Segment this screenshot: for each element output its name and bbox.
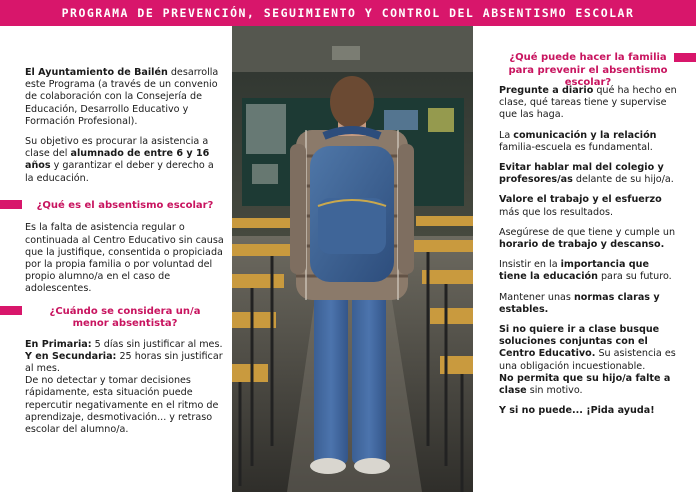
closing-line: Y si no puede... ¡Pida ayuda! bbox=[499, 405, 655, 417]
tip-item: Mantener unas normas claras y estables. bbox=[499, 291, 660, 315]
tip-item: Evitar hablar mal del colegio y profesores/as delante de su hijo/a. bbox=[499, 162, 674, 186]
tip-item: Pregunte a diario qué ha hecho en clase, qué tareas tiene y supervise que las haga. bbox=[499, 85, 677, 121]
family-heading: ¿Qué puede hacer la familia para prevenir el absentismo escolar? bbox=[508, 52, 668, 88]
objective-paragraph: Su objetivo es procurar la asistencia a clase del alumnado de entre 6 y 16 años y garantizar el deber y derecho a la educación. bbox=[25, 136, 214, 184]
tip-item: Insistir en la importancia que tiene la educación para su futuro. bbox=[499, 259, 672, 283]
banner-title: PROGRAMA DE PREVENCIÓN, SEGUIMIENTO Y CONTROL DEL ABSENTISMO ESCOLAR bbox=[0, 0, 696, 26]
accent-bar-family bbox=[674, 53, 696, 62]
classroom-photo bbox=[232, 26, 473, 492]
tip-item: Asegúrese de que tiene y cumple un horario de trabajo y descanso. bbox=[499, 226, 676, 251]
when-block: En Primaria: 5 días sin justificar al mes. Y en Secundaria: 25 horas sin justificar al mes. De no detectar y tomar decisiones rápidamente, esta situación puede repercutir negativamente en el ritmo de aprendizaje, desmotivación... y retraso escolar del alumno/a. bbox=[25, 338, 223, 435]
accent-bar-when bbox=[0, 306, 22, 315]
what-paragraph: Es la falta de asistencia regular o continuada al Centro Educativo sin causa que la justifique, consentida o propiciada por la propia familia o por voluntad del propio alumno/a en el caso de adolescentes. bbox=[25, 222, 224, 295]
when-heading: ¿Cuándo se considera un/a menor absentista? bbox=[49, 305, 201, 330]
tip-item: La comunicación y la relación familia-escuela es fundamental. bbox=[499, 129, 657, 153]
intro-paragraph: El Ayuntamiento de Bailén desarrolla este Programa (a través de un convenio de colaboración con la Consejería de Educación, Desarrollo Educativo y Formación Profesional). bbox=[25, 67, 219, 127]
tip-item: Valore el trabajo y el esfuerzo más que los resultados. bbox=[499, 194, 662, 218]
student-illustration bbox=[232, 26, 473, 492]
what-heading: ¿Qué es el absentismo escolar? bbox=[36, 199, 214, 211]
right-column bbox=[499, 85, 677, 425]
accent-bar-what bbox=[0, 200, 22, 209]
left-column bbox=[25, 67, 225, 436]
tip-item-last: Si no quiere ir a clase busque soluciones conjuntas con el Centro Educativo. Su asistencia es una obligación incuestionable. No permita que su hijo/a falte a clase sin motivo. bbox=[499, 324, 676, 397]
